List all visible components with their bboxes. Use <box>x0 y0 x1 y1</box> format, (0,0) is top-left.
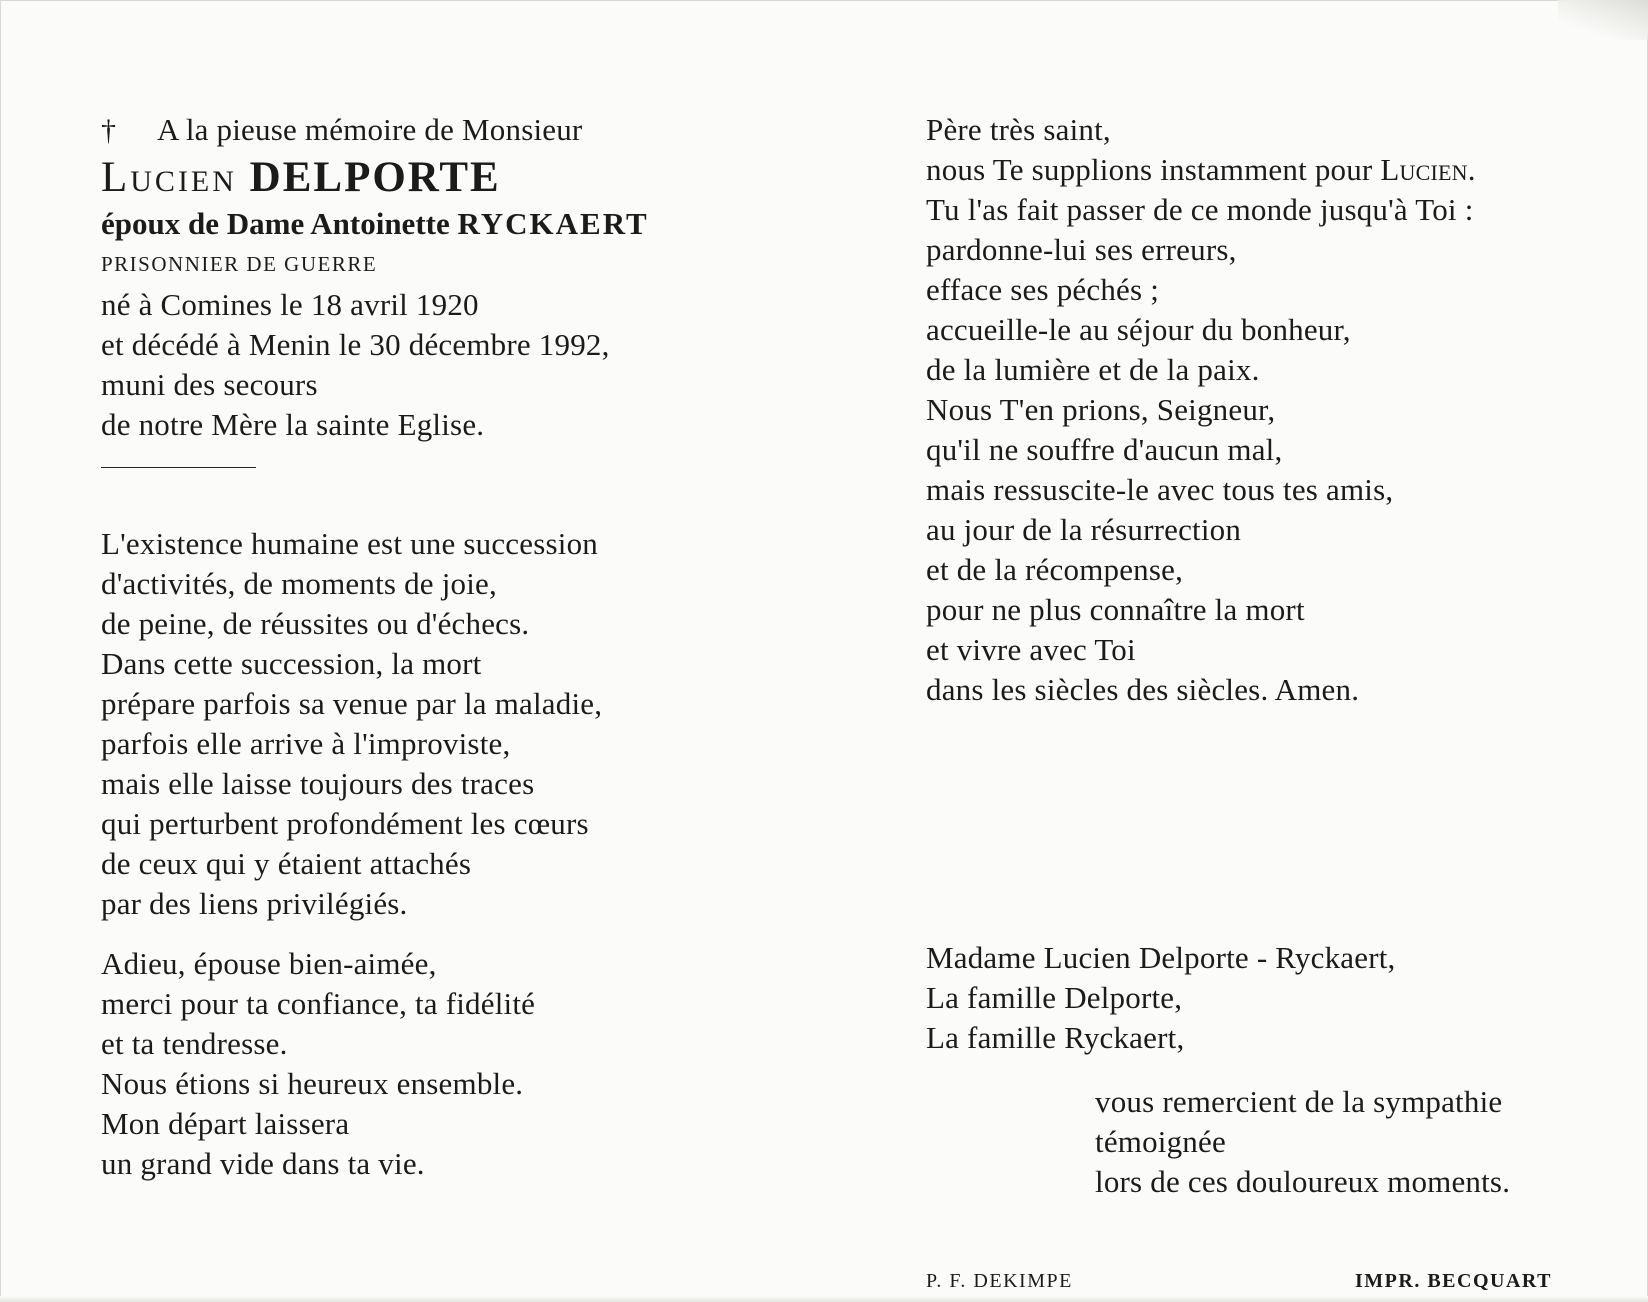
worn-corner <box>1558 0 1648 40</box>
reflection-line: d'activités, de moments de joie, <box>101 566 497 601</box>
reflection-line: de ceux qui y étaient attachés <box>101 846 472 881</box>
reflection-line: parfois elle arrive à l'improviste, <box>101 726 511 761</box>
reflection-line: prépare parfois sa venue par la maladie, <box>101 686 603 721</box>
prayer-line: Nous T'en prions, Seigneur, <box>926 392 1276 427</box>
signoff-line: La famille Ryckaert, <box>926 1020 1185 1055</box>
prayer-line: de la lumière et de la paix. <box>926 352 1260 387</box>
card-bottom-edge <box>0 1296 1648 1302</box>
reflection-line: par des liens privilégiés. <box>101 886 408 921</box>
designer-credit: P. F. DEKIMPE <box>926 1270 1073 1292</box>
memory-heading <box>101 110 801 151</box>
farewell-line: Mon départ laissera <box>101 1106 350 1141</box>
spacer <box>101 924 801 944</box>
signoff-line: Madame Lucien Delporte - Ryckaert, <box>926 940 1396 975</box>
divider-rule <box>101 467 256 468</box>
prayer-column <box>926 110 1606 710</box>
biography <box>101 285 801 445</box>
spouse-surname: RYCKAERT <box>457 206 649 241</box>
cross-icon: † <box>101 114 117 147</box>
left-column <box>101 110 801 1184</box>
prayer-line: pardonne-lui ses erreurs, <box>926 232 1237 267</box>
spouse-prefix: époux de Dame Antoinette <box>101 206 450 241</box>
reflection-line: Dans cette succession, la mort <box>101 646 482 681</box>
deceased-surname: DELPORTE <box>249 154 501 201</box>
prayer-line: Père très saint, <box>926 112 1111 147</box>
farewell-line: Nous étions si heureux ensemble. <box>101 1066 524 1101</box>
prayer-line: efface ses péchés ; <box>926 272 1160 307</box>
prayer-line-prefix: nous Te supplions instamment pour <box>926 152 1373 187</box>
prayer-line: et de la récompense, <box>926 552 1184 587</box>
biography-line: né à Comines le 18 avril 1920 <box>101 287 479 322</box>
prayer-line <box>926 150 1606 190</box>
family-signoff <box>926 938 1396 1058</box>
thanks-text <box>1095 1082 1510 1202</box>
prayer-line: et vivre avec Toi <box>926 632 1136 667</box>
reflection-line: qui perturbent profondément les cœurs <box>101 806 589 841</box>
prayer-deceased-name: Lucien <box>1380 152 1468 187</box>
deceased-name <box>101 153 801 203</box>
spouse-line <box>101 203 801 245</box>
deceased-first-name: Lucien <box>101 154 237 201</box>
prayer-line-suffix: . <box>1467 152 1476 187</box>
printer-credit: IMPR. BECQUART <box>1355 1270 1552 1292</box>
prayer-line: qu'il ne souffre d'aucun mal, <box>926 432 1283 467</box>
farewell-line: Adieu, épouse bien-aimée, <box>101 946 437 981</box>
prayer-line: mais ressuscite-le avec tous tes amis, <box>926 472 1394 507</box>
reflection-line: de peine, de réussites ou d'échecs. <box>101 606 530 641</box>
thanks-line: vous remercient de la sympathie <box>1095 1084 1503 1119</box>
thanks-line: lors de ces douloureux moments. <box>1095 1164 1511 1199</box>
farewell-line: merci pour ta confiance, ta fidélité <box>101 986 536 1021</box>
biography-line: de notre Mère la sainte Eglise. <box>101 407 485 442</box>
prayer-line: Tu l'as fait passer de ce monde jusqu'à Toi : <box>926 192 1474 227</box>
biography-line: et décédé à Menin le 30 décembre 1992, <box>101 327 610 362</box>
prayer-line: au jour de la résurrection <box>926 512 1242 547</box>
reflection-text <box>101 524 801 924</box>
thanks-line: témoignée <box>1095 1124 1226 1159</box>
memory-text: A la pieuse mémoire de Monsieur <box>157 112 583 147</box>
prayer-line: pour ne plus connaître la mort <box>926 592 1305 627</box>
signoff-line: La famille Delporte, <box>926 980 1183 1015</box>
prayer-line: accueille-le au séjour du bonheur, <box>926 312 1351 347</box>
farewell-line: un grand vide dans ta vie. <box>101 1146 425 1181</box>
status-line: PRISONNIER DE GUERRE <box>101 252 378 276</box>
reflection-line: mais elle laisse toujours des traces <box>101 766 535 801</box>
reflection-line: L'existence humaine est une succession <box>101 526 598 561</box>
farewell-text <box>101 944 801 1184</box>
biography-line: muni des secours <box>101 367 318 402</box>
prayer-line: dans les siècles des siècles. Amen. <box>926 672 1360 707</box>
farewell-line: et ta tendresse. <box>101 1026 288 1061</box>
